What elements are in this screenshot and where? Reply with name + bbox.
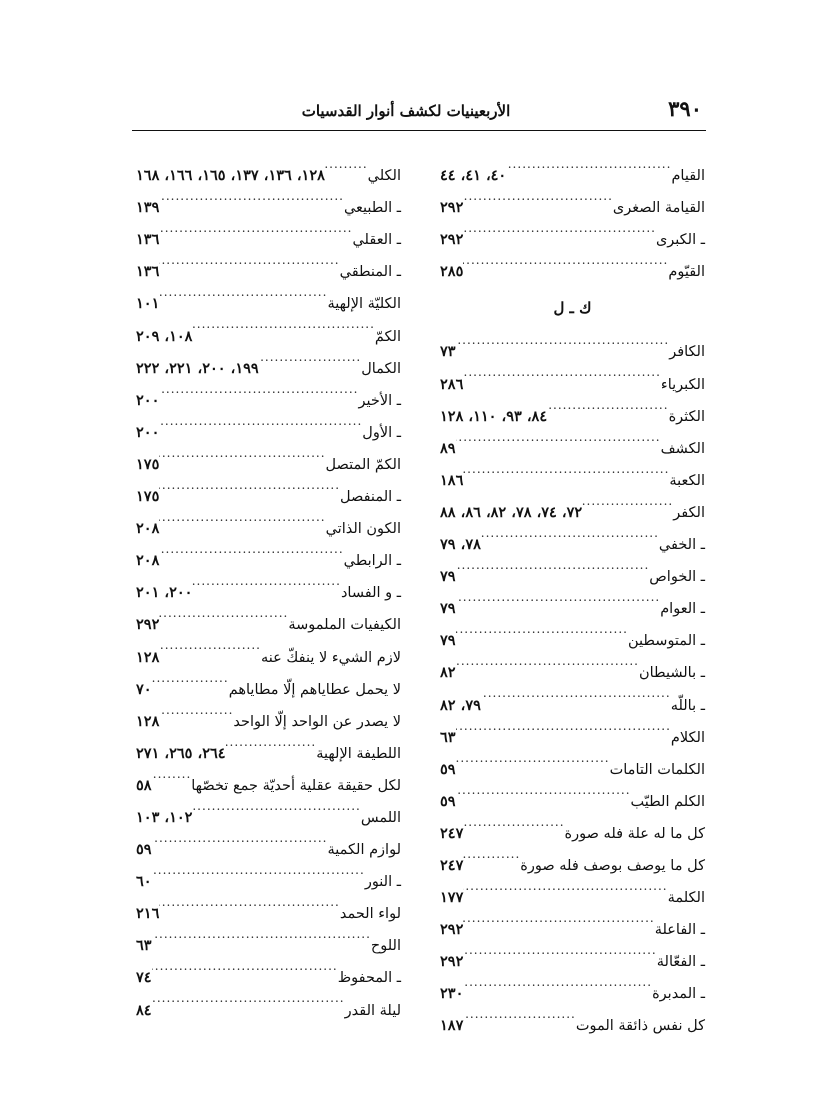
entry-term: اللوح bbox=[370, 938, 401, 955]
leader-dots bbox=[152, 758, 192, 790]
entry-term: ـ الفعّالة bbox=[656, 954, 705, 971]
leader-dots bbox=[582, 485, 673, 517]
entry-term: ـ الأول bbox=[362, 424, 401, 441]
entry-term: الكلمات التامات bbox=[609, 761, 705, 778]
leader-dots bbox=[192, 308, 374, 340]
leader-dots bbox=[159, 244, 339, 276]
entry-term: الكليّة الإلهية bbox=[327, 296, 401, 313]
entry-pages: ٢٨٦ bbox=[440, 375, 464, 393]
entry-pages: ٧٩ bbox=[440, 600, 456, 618]
entry-term: القيّوم bbox=[668, 264, 705, 281]
entry-pages: ١٣٦ bbox=[136, 231, 160, 249]
leader-dots bbox=[159, 629, 261, 661]
leader-dots bbox=[463, 966, 652, 998]
leader-dots bbox=[463, 934, 656, 966]
entry-term: اللطيفة الإلهية bbox=[316, 745, 401, 762]
leader-dots bbox=[456, 581, 661, 613]
entry-pages: ٨٤ bbox=[136, 1001, 152, 1019]
entry-pages: ٧٩ bbox=[440, 568, 456, 586]
entry-pages: ٢٠٠ bbox=[136, 391, 160, 409]
entry-term: الكمال bbox=[361, 360, 401, 377]
entry-term: ـ المنطقي bbox=[339, 264, 401, 281]
entry-pages: ٢٩٢ bbox=[440, 231, 464, 249]
index-entry bbox=[440, 356, 705, 393]
leader-dots bbox=[226, 726, 317, 758]
leader-dots bbox=[152, 918, 371, 950]
entry-pages: ٥٩ bbox=[136, 841, 152, 859]
entry-pages: ٧٠ bbox=[136, 680, 152, 698]
index-entry bbox=[136, 405, 401, 441]
leader-dots bbox=[481, 677, 671, 709]
entry-term: ـ المنفصل bbox=[340, 489, 401, 506]
entry-pages: ٦٣ bbox=[136, 937, 152, 955]
index-entry bbox=[136, 950, 401, 987]
leader-dots bbox=[456, 421, 661, 453]
leader-dots bbox=[463, 806, 564, 838]
leader-dots bbox=[192, 565, 340, 597]
index-entry bbox=[440, 389, 705, 425]
entry-pages: ١٩٩، ٢٠٠، ٢٢١، ٢٢٢ bbox=[136, 359, 259, 377]
index-entry bbox=[440, 742, 705, 778]
entry-term: لوازم الكمية bbox=[327, 842, 401, 859]
header-rule bbox=[132, 130, 706, 131]
leader-dots bbox=[159, 694, 233, 726]
entry-pages: ٧٣ bbox=[440, 343, 456, 361]
leader-dots bbox=[159, 405, 362, 437]
leader-dots bbox=[463, 356, 661, 388]
leader-dots bbox=[192, 790, 360, 822]
running-title: الأربعينيات لكشف أنوار القدسيات bbox=[301, 102, 511, 120]
entry-term: ـ النور bbox=[364, 874, 401, 891]
index-group-qaf bbox=[440, 148, 705, 281]
entry-pages: ١٠٢، ١٠٣ bbox=[136, 808, 193, 826]
index-group-kaf-lam bbox=[440, 324, 705, 1035]
entry-term: الكلم الطيّب bbox=[630, 793, 705, 810]
entry-pages: ٧٩، ٨٢ bbox=[440, 696, 481, 714]
entry-term: ـ العوام bbox=[660, 601, 705, 618]
index-entry bbox=[440, 324, 705, 361]
index-entry bbox=[440, 870, 705, 907]
entry-term: الكشف bbox=[660, 440, 705, 457]
index-column-left bbox=[136, 148, 401, 1019]
entry-term: ـ الطبيعي bbox=[343, 200, 401, 217]
entry-pages: ١٧٥ bbox=[136, 488, 160, 506]
entry-term: الكافر bbox=[669, 344, 705, 361]
index-entry bbox=[440, 677, 705, 714]
entry-pages: ٥٩ bbox=[440, 792, 456, 810]
entry-pages: ٦٠ bbox=[136, 873, 152, 891]
entry-term: الكلام bbox=[670, 729, 705, 746]
index-entry bbox=[440, 710, 705, 746]
leader-dots bbox=[456, 710, 671, 742]
entry-pages: ٢٩٢ bbox=[136, 616, 160, 634]
leader-dots bbox=[463, 180, 613, 212]
entry-term: لا يصدر عن الواحد إلّا الواحد bbox=[233, 713, 401, 730]
entry-pages: ١٠٨، ٢٠٩ bbox=[136, 327, 193, 345]
leader-dots bbox=[152, 950, 338, 982]
entry-term: الكبرياء bbox=[660, 376, 705, 393]
entry-term: لكل حقيقة عقلية أحديّة جمع تخصّها bbox=[191, 777, 401, 794]
leader-dots bbox=[159, 212, 352, 244]
entry-pages: ١٢٨، ١٣٦، ١٣٧، ١٦٥، ١٦٦، ١٦٨ bbox=[136, 167, 325, 185]
entry-term: ـ باللّه bbox=[670, 697, 705, 714]
leader-dots bbox=[159, 886, 339, 918]
entry-term: ـ الفاعلة bbox=[654, 922, 705, 939]
leader-dots bbox=[456, 774, 631, 806]
entry-term: الكيفيات الملموسة bbox=[288, 617, 401, 634]
entry-pages: ٤٠، ٤١، ٤٤ bbox=[440, 167, 507, 185]
entry-pages: ٨٩ bbox=[440, 439, 456, 457]
entry-pages: ١٣٦ bbox=[136, 263, 160, 281]
leader-dots bbox=[463, 902, 654, 934]
entry-term: ـ المتوسطين bbox=[627, 633, 705, 650]
entry-pages: ٢٠٠ bbox=[136, 423, 160, 441]
entry-pages: ٢٣٠ bbox=[440, 985, 464, 1003]
index-entry bbox=[136, 854, 401, 891]
index-entry bbox=[136, 180, 401, 217]
entry-term: ـ المحفوظ bbox=[337, 970, 401, 987]
leader-dots bbox=[159, 373, 358, 405]
entry-pages: ١٧٥ bbox=[136, 455, 160, 473]
entry-pages: ١٨٧ bbox=[440, 1017, 464, 1035]
entry-pages: ١٧٧ bbox=[440, 889, 464, 907]
leader-dots bbox=[463, 870, 667, 902]
entry-pages: ٢٩٢ bbox=[440, 921, 464, 939]
entry-term: القيام bbox=[671, 168, 705, 185]
leader-dots bbox=[325, 148, 368, 180]
entry-pages: ٧٢، ٧٤، ٧٨، ٨٢، ٨٦، ٨٨ bbox=[440, 503, 583, 521]
entry-pages: ٢١٦ bbox=[136, 905, 160, 923]
entry-term: اللمس bbox=[360, 809, 401, 826]
index-column-right bbox=[440, 148, 705, 1035]
leader-dots bbox=[481, 517, 659, 549]
entry-pages: ١٢٨ bbox=[136, 648, 160, 666]
leader-dots bbox=[463, 998, 575, 1030]
entry-term: ـ الكبرى bbox=[655, 232, 705, 249]
index-entry bbox=[440, 180, 705, 217]
entry-pages: ٨٤، ٩٣، ١١٠، ١٢٨ bbox=[440, 407, 548, 425]
entry-term: الكمّ المتصل bbox=[325, 456, 401, 473]
entry-term: ـ المدبرة bbox=[652, 986, 705, 1003]
leader-dots bbox=[152, 982, 345, 1014]
entry-term: ـ الخفي bbox=[658, 537, 705, 554]
entry-pages: ٢٤٧ bbox=[440, 824, 464, 842]
entry-pages: ٢٨٥ bbox=[440, 263, 464, 281]
leader-dots bbox=[463, 244, 668, 276]
leader-dots bbox=[463, 453, 669, 485]
index-entry bbox=[440, 453, 705, 489]
entry-pages: ٢٦٤، ٢٦٥، ٢٧١ bbox=[136, 744, 226, 762]
entry-pages: ٨٢ bbox=[440, 664, 456, 682]
entry-pages: ١٣٩ bbox=[136, 199, 160, 217]
leader-dots bbox=[152, 822, 328, 854]
page-number: ٣٩٠ bbox=[668, 96, 702, 121]
leader-dots bbox=[159, 501, 325, 533]
entry-pages: ١٠١ bbox=[136, 295, 160, 313]
index-entry bbox=[136, 308, 401, 345]
entry-term: ـ الرابطي bbox=[343, 553, 401, 570]
leader-dots bbox=[456, 645, 639, 677]
index-entry bbox=[440, 244, 705, 281]
index-entry bbox=[136, 886, 401, 923]
entry-term: القيامة الصغرى bbox=[612, 200, 705, 217]
leader-dots bbox=[463, 838, 520, 870]
entry-term: الكعبة bbox=[669, 472, 705, 489]
entry-term: ـ العقلي bbox=[352, 232, 401, 249]
entry-term: الكلمة bbox=[667, 890, 705, 907]
entry-pages: ٢٩٢ bbox=[440, 199, 464, 217]
entry-term: الكون الذاتي bbox=[325, 521, 401, 538]
entry-pages: ٢٠٨ bbox=[136, 520, 160, 538]
leader-dots bbox=[159, 437, 325, 469]
entry-term: ـ الخواص bbox=[649, 569, 705, 586]
entry-term: كل ما يوصف بوصف فله صورة bbox=[520, 857, 705, 874]
entry-pages: ٦٣ bbox=[440, 728, 456, 746]
leader-dots bbox=[463, 212, 656, 244]
entry-pages: ١٨٦ bbox=[440, 471, 464, 489]
leader-dots bbox=[159, 533, 343, 565]
entry-term: لواء الحمد bbox=[339, 906, 401, 923]
entry-term: الكفر bbox=[673, 504, 705, 521]
leader-dots bbox=[456, 549, 650, 581]
entry-pages: ٧٩ bbox=[440, 632, 456, 650]
leader-dots bbox=[159, 597, 288, 629]
entry-pages: ٥٨ bbox=[136, 776, 152, 794]
entry-pages: ٧٨، ٧٩ bbox=[440, 536, 481, 554]
entry-term: ـ الأخير bbox=[358, 392, 401, 409]
index-entry bbox=[440, 421, 705, 457]
entry-term: الكمّ bbox=[374, 328, 401, 345]
entry-pages: ٢٤٧ bbox=[440, 856, 464, 874]
entry-term: كل ما له علة فله صورة bbox=[564, 825, 705, 842]
leader-dots bbox=[259, 341, 362, 373]
index-entry bbox=[136, 148, 401, 185]
entry-term: لازم الشيء لا ينفكّ عنه bbox=[260, 649, 401, 666]
entry-term: ليلة القدر bbox=[344, 1002, 401, 1019]
entry-term: ـ بالشيطان bbox=[638, 665, 705, 682]
leader-dots bbox=[456, 324, 670, 356]
entry-pages: ٢٠٠، ٢٠١ bbox=[136, 584, 193, 602]
entry-term: كل نفس ذائقة الموت bbox=[575, 1018, 705, 1035]
index-entry bbox=[440, 485, 705, 521]
index-entry bbox=[136, 437, 401, 473]
entry-term: ـ و الفساد bbox=[340, 585, 401, 602]
leader-dots bbox=[456, 613, 628, 645]
entry-pages: ٢٩٢ bbox=[440, 953, 464, 971]
index-entry bbox=[440, 902, 705, 939]
entry-pages: ٧٤ bbox=[136, 969, 152, 987]
leader-dots bbox=[152, 854, 365, 886]
entry-pages: ٢٠٨ bbox=[136, 552, 160, 570]
leader-dots bbox=[152, 662, 229, 694]
leader-dots bbox=[456, 742, 610, 774]
leader-dots bbox=[159, 469, 340, 501]
leader-dots bbox=[159, 180, 344, 212]
leader-dots bbox=[159, 276, 327, 308]
entry-pages: ١٢٨ bbox=[136, 712, 160, 730]
entry-term: الكثرة bbox=[668, 408, 705, 425]
leader-dots bbox=[547, 389, 668, 421]
leader-dots bbox=[506, 148, 671, 180]
index-entry bbox=[440, 148, 705, 185]
entry-pages: ٥٩ bbox=[440, 760, 456, 778]
section-heading: ك ـ ل bbox=[553, 299, 592, 318]
entry-term: الكلي bbox=[367, 168, 401, 185]
entry-term: لا يحمل عطاياهم إلّا مطاياهم bbox=[228, 681, 401, 698]
index-entry bbox=[136, 918, 401, 955]
